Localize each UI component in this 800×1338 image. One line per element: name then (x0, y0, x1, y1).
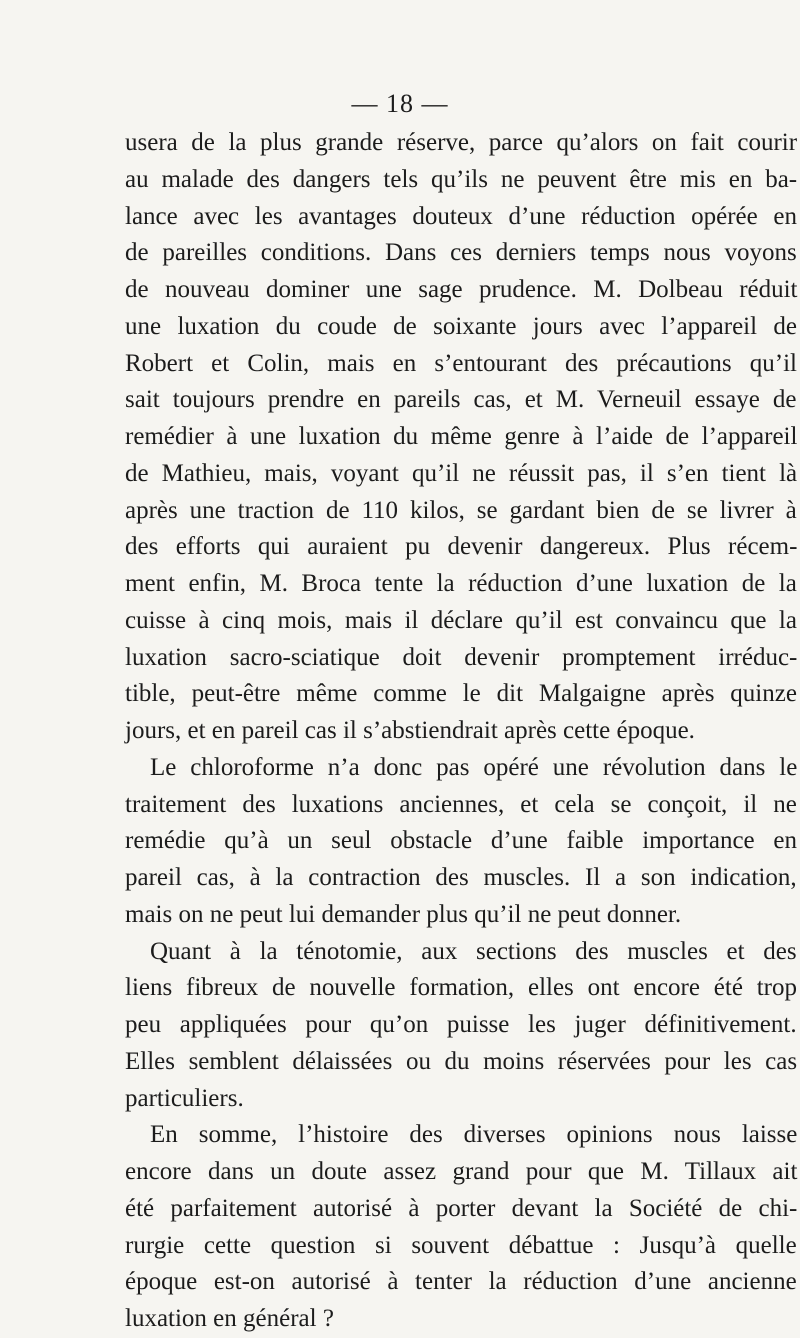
text-line: encore dans un doute assez grand pour que M. Tillaux ait (125, 1158, 798, 1185)
text-line: peu appliquées pour qu’on puisse les juger définitivement. (125, 1011, 797, 1038)
text-line: Robert et Colin, mais en s’entourant des précautions qu’il (125, 349, 797, 377)
body-text (125, 125, 800, 1338)
text-line: luxation en général ? (125, 1305, 334, 1332)
page-number: — 18 — (351, 89, 449, 118)
text-line: de Mathieu, mais, voyant qu’il ne réussit pas, il s’en tient là (125, 459, 798, 487)
text-line: En somme, l’histoire des diverses opinions nous laisse (150, 1121, 798, 1149)
text-line: mais on ne peut lui demander plus qu’il ne peut donner. (125, 900, 682, 928)
text-line: remédier à une luxation du même genre à l’aide de l’appareil (125, 423, 798, 450)
text-line: après une traction de 110 kilos, se gardant bien de se livrer à (125, 496, 797, 524)
text-line: des efforts qui auraient pu devenir dangereux. Plus récem- (125, 533, 798, 561)
text-line: Elles semblent délaissées ou du moins réservées pour les cas (125, 1047, 798, 1075)
text-line: particuliers. (125, 1084, 244, 1112)
text-line: de pareilles conditions. Dans ces derniers temps nous voyons (125, 239, 797, 267)
text-line: luxation sacro-sciatique doit devenir promptement irréduc- (125, 643, 798, 671)
text-line: jours, et en pareil cas il s’abstiendrait après cette époque. (125, 717, 695, 744)
text-line: lance avec les avantages douteux d’une réduction opérée en (125, 202, 797, 230)
text-line: sait toujours prendre en pareils cas, et M. Verneuil essaye de (125, 386, 797, 414)
text-line: rurgie cette question si souvent débattue : Jusqu’à quelle (125, 1231, 797, 1259)
text-line: ment enfin, M. Broca tente la réduction d’une luxation de la (125, 570, 797, 597)
text-line: liens fibreux de nouvelle formation, elles ont encore été trop (125, 974, 797, 1002)
text-line: usera de la plus grande réserve, parce qu’alors on fait courir (125, 129, 798, 156)
text-line: de nouveau dominer une sage prudence. M. Dolbeau réduit (125, 276, 798, 303)
text-line: traitement des luxations anciennes, et cela se conçoit, il ne (125, 790, 797, 818)
text-line: époque est-on autorisé à tenter la réduction d’une ancienne (125, 1268, 797, 1296)
text-line: Quant à la ténotomie, aux sections des muscles et des (150, 937, 797, 965)
text-line: une luxation du coude de soixante jours avec l’appareil de (125, 312, 798, 340)
text-line: tible, peut-être même comme le dit Malgaigne après quinze (125, 680, 797, 708)
text-line: remédie qu’à un seul obstacle d’une faible importance en (125, 827, 797, 855)
text-line: pareil cas, à la contraction des muscles. Il a son indication, (125, 864, 797, 891)
text-line: au malade des dangers tels qu’ils ne peuvent être mis en ba- (125, 165, 798, 193)
text-line: cuisse à cinq mois, mais il déclare qu’il est convaincu que la (125, 606, 797, 634)
text-line: été parfaitement autorisé à porter devant la Société de chi- (125, 1194, 798, 1222)
text-line: Le chloroforme n’a donc pas opéré une révolution dans le (150, 753, 798, 781)
